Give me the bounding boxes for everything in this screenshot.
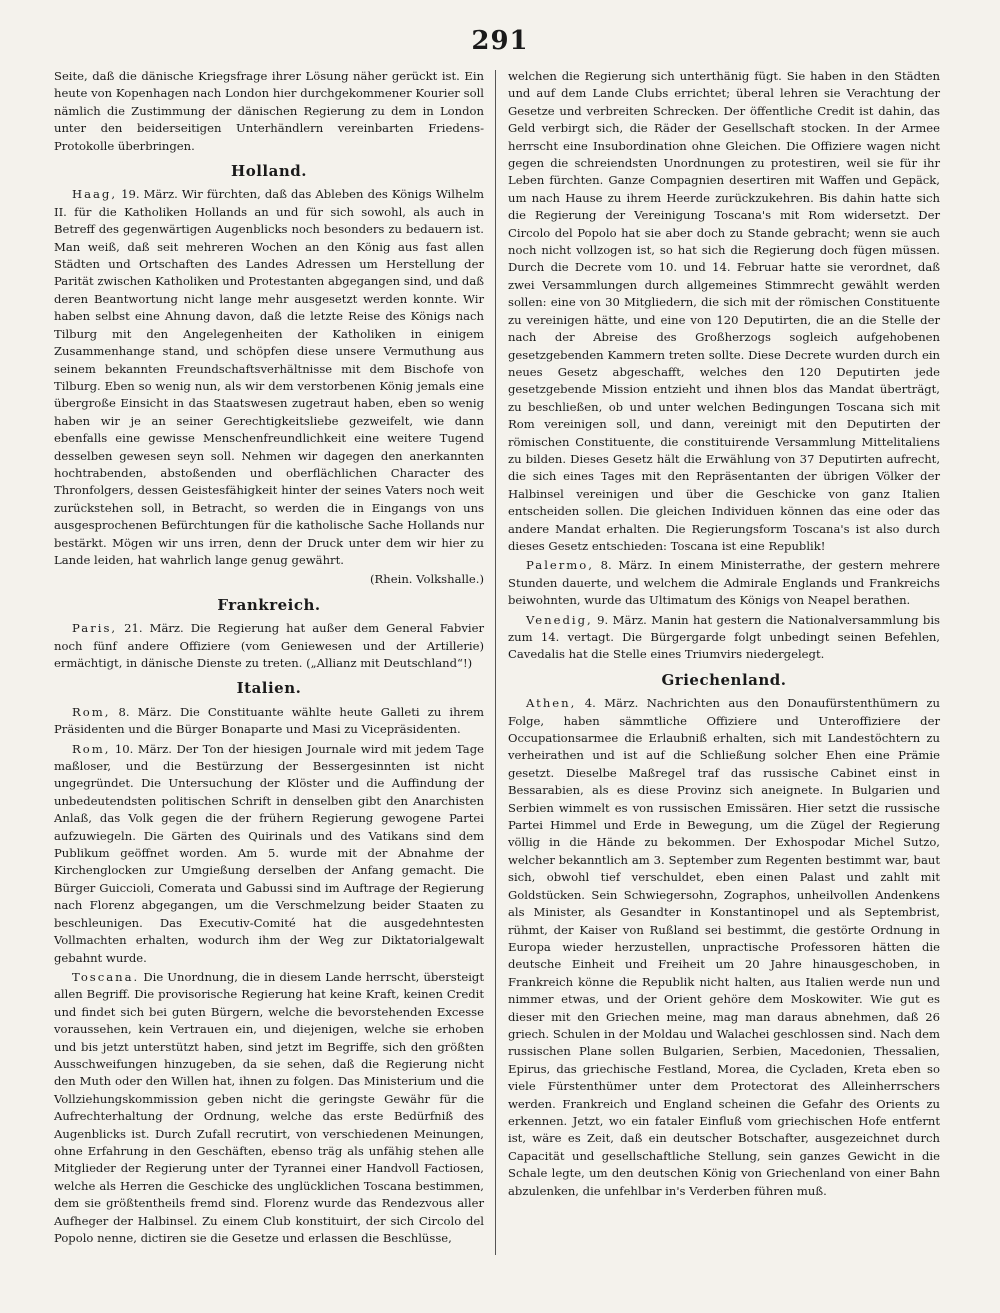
article-paris <box>54 620 484 672</box>
section-heading-italien: Italien. <box>236 679 302 698</box>
article-text: 8. März. In einem Ministerrathe, der gestern mehrere Stunden dauerte, und welchem die Admirale Englands und Frankreichs beiwohnten, wurde das Ultimatum des Königs von Neapel berathen. <box>508 558 940 608</box>
dateline-place: Paris, <box>72 621 118 636</box>
section-heading-frankreich: Frankreich. <box>217 595 321 614</box>
article-venedig <box>508 612 940 664</box>
article-toscana <box>54 969 484 1248</box>
continued-paragraph: Seite, daß die dänische Kriegsfrage ihrer Lösung näher gerückt ist. Ein heute von Kopenhagen nach London hier durchgekommener Kourier soll nämlich die Zustimmung der dänischen Regierung zu dem in London unter den beiderseitigen Unterhändlern vereinbarten Friedens-Protokolle überbringen. <box>54 69 484 153</box>
article-rom-1 <box>54 704 484 739</box>
source-attribution: (Rhein. Volkshalle.) <box>370 572 484 587</box>
article-text: 9. März. Manin hat gestern die Nationalversammlung bis zum 14. vertagt. Die Bürgergarde folgt unbedingt seinen Befehlen, Cavedalis hat die Stelle eines Triumvirs niedergelegt. <box>508 612 940 662</box>
dateline-place: Rom, <box>72 741 111 756</box>
section-heading-holland: Holland. <box>231 162 307 181</box>
dateline-place: Palermo, <box>526 558 594 573</box>
dateline-place: Toscana. <box>72 969 140 984</box>
article-text: 10. März. Der Ton der hiesigen Journale wird mit jedem Tage maßloser, und die Bestürzung der Bessergesinnten ist nicht ungegründet. Die Untersuchung der Klöster und die Auffindung der unbedeutendsten politischen Schrift in denselben gibt den Anarchisten Anlaß, das Volk gegen die der frühern Regierung gewogene Partei aufzuwiegeln. Die Gärten des Quirinals und des Vatikans sind dem Publikum geöffnet worden. Am 5. wurde mit der Abnahme der Kirchenglocken zur Umgießung derselben der Anfang gemacht. Die Bürger Guiccioli, Comerata und Gabussi sind im Auftrage der Regierung nach Florenz abgegangen, um die Verschmelzung beider Staaten zu beschleunigen. Das Executiv-Comité hat die ausgedehntesten Vollmachten erhalten, wodurch ihm der Weg zur Diktatorialgewalt gebahnt wurde. <box>54 741 484 965</box>
article-palermo <box>508 557 940 609</box>
article-rom-2 <box>54 741 484 967</box>
article-text: 21. März. Die Regierung hat außer dem General Fabvier noch fünf andere Offiziere (vom Geniewesen und der Artillerie) ermächtigt, in dänische Dienste zu treten. („Allianz mit Deutschland“!) <box>54 621 485 670</box>
column-divider <box>495 70 496 1255</box>
section-heading-griechenland: Griechenland. <box>661 670 787 689</box>
right-column <box>508 68 940 1202</box>
article-haag <box>54 186 484 569</box>
dateline-place: Venedig, <box>526 612 593 627</box>
article-text: Die Unordnung, die in diesem Lande herrscht, übersteigt allen Begriff. Die provisorische Regierung hat keine Kraft, keinen Credit und findet sich bei guten Bürgern, welche die bevorstehenden Excesse voraussehen, kein Vertrauen ein, und diejenigen, welche sie erhoben und bis jetzt unterstützt haben, sind jetzt im Begriffe, sich den größten Ausschweifungen hinzugeben, da sie sehen, daß die Regierung nicht den Muth oder den Willen hat, ihnen zu folgen. Das Ministerium und die Vollziehungskommission geben nicht die geringste Gewähr für die Aufrechterhaltung der Ordnung, welche das erste Bedürfniß des Augenblicks ist. Durch Zufall recrutirt, von verschiedenen Meinungen, ohne Erfahrung in den Geschäften, ebenso träg als unfähig stehen alle Mitglieder der Regierung unter der Tyrannei einer Handvoll Factiosen, welche als Herren die Geschicke des unglücklichen Toscana bestimmen, dem sie größtentheils fremd sind. Florenz wurde das Rendezvous aller Aufheger der Halbinsel. Zu einem Club konstituirt, der sich Circolo del Popolo nenne, dictiren sie die Gesetze und erlassen die Beschlüsse, <box>54 969 485 1245</box>
page-number: 291 <box>471 26 529 56</box>
article-text: 8. März. Die Constituante wählte heute Galleti zu ihrem Präsidenten und die Bürger Bonaparte und Masi zu Vicepräsidenten. <box>54 704 484 737</box>
dateline-place: Athen, <box>526 696 577 711</box>
continued-paragraph: welchen die Regierung sich unterthänig fügt. Sie haben in den Städten und auf dem Lande Clubs errichtet; überal lehren sie Verachtung der Gesetze und verbreiten Schrecken. Der öffentliche Credit ist dahin, das Geld verbirgt sich, die Räder der Gesellschaft stocken. In der Armee herrscht eine Insubordination ohne Gleichen. Die Offiziere wagen nicht gegen die schreiendsten Unordnungen zu protestiren, weil sie für ihr Leben fürchten. Ganze Compagnien desertiren mit Waffen und Gepäck, um nach Hause zu ihrem Heerde zurückzukehren. Bis dahin hatte sich die Regierung der Vereinigung Toscana's mit Rom widersetzt. Der Circolo del Popolo hat sie aber doch zu Stande gebracht; wenn sie auch noch nicht vollzogen ist, so hat sich die Regierung doch fügen müssen. Durch die Decrete vom 10. und 14. Februar hatte sie verordnet, daß zwei Versammlungen durch allgemeines Stimmrecht gewählt werden sollen: eine von 30 Mitgliedern, die sich mit der römischen Constituente zu vereinigen hätte, und eine von 120 Deputirten, die an die Stelle der nach der Abreise des Großherzogs sogleich aufgehobenen gesetzgebenden Kammern treten sollte. Diese Decrete wurden durch ein neues Gesetz abgeschafft, welches den 120 Deputirten jede gesetzgebende Mission entzieht und ihnen blos das Mandat überträgt, zu beschließen, ob und unter welchen Bedingungen Toscana sich mit Rom vereinigen soll, und dann, vereinigt mit den Deputirten der römischen Constituente, die constituirende Versammlung Mittelitaliens zu bilden. Dieses Gesetz hält die Erwählung von 37 Deputirten aufrecht, die sich eines Tages mit den Repräsentanten der übrigen Völker der Halbinsel vereinigen und über die Geschicke von ganz Italien entscheiden sollen. Die gleichen Individuen können das eine oder das andere Mandat erhalten. Die Regierungsform Toscana's ist also durch dieses Gesetz entschieden: Toscana ist eine Republik! <box>508 69 940 553</box>
left-column <box>54 68 484 1249</box>
article-text: 4. März. Nachrichten aus den Donaufürstenthümern zu Folge, haben sämmtliche Offiziere und Unteroffiziere der Occupationsarmee die Erlaubniß erhalten, sich mit Landestöchtern zu verheirathen und ist auf die Schließung solcher Ehen eine Prämie gesetzt. Dieselbe Maßregel traf das russische Cabinet einst in Bessarabien, als es diese Provinz sich aneignete. In Bulgarien und Serbien wimmelt es von russischen Emissären. Hier setzt die russische Partei Himmel und Erde in Bewegung, um die Zügel der Regierung völlig in die Hände zu bekommen. Der Exhospodar Michel Sutzo, welcher bekanntlich am 3. September zum Regenten bestimmt war, baut sich, obwohl tief verschuldet, eben einen Palast und zahlt mit Goldstücken. Sein Schwiegersohn, Zographos, unheilvollen Andenkens als Minister, als Gesandter in Konstantinopel und als Septembrist, rühmt, der Kaiser von Rußland sei bestimmt, die gestörte Ordnung in Europa wieder herzustellen, unpractische Professoren hätten die deutsche Einheit und Freiheit um 20 Jahre hinausgeschoben, in Frankreich könne die Republik nicht halten, aus Italien werde nun und nimmer etwas, und der Orient gehöre dem Moskowiter. Wie gut es dieser mit den Griechen meine, mag man daraus abnehmen, daß 26 griech. Schulen in der Moldau und Walachei geschlossen sind. Nach dem russischen Plane sollen Bulgarien, Serbien, Macedonien, Thessalien, Epirus, das griechische Festland, Morea, die Cycladen, Kreta eben so viele Fürstenthümer unter dem Protectorat des Alleinherrschers werden. Frankreich und England scheinen die Gefahr des Orients zu erkennen. Jetzt, wo ein fataler Einfluß vom griechischen Hofe entfernt ist, wäre es Zeit, daß ein deutscher Botschafter, ausgezeichnet durch Capacität und gesellschaftliche Stellung, sein ganzes Gewicht in die Schale legte, um den deutschen König von Griechenland von einer Bahn abzulenken, die unfehlbar in's Verderben führen muß. <box>508 696 940 1198</box>
dateline-place: Rom, <box>72 704 111 719</box>
article-text: 19. März. Wir fürchten, daß das Ableben des Königs Wilhelm II. für die Katholiken Hollands an und für sich sowohl, als auch in Betreff des gegenwärtigen Augenblicks noch besonders zu bedauern ist. Man weiß, daß seit mehreren Wochen an den König aus fast allen Städten und Ortschaften des Landes Adressen um Herstellung der Parität zwischen Katholiken und Protestanten abgegangen sind, und daß deren Beantwortung nicht lange mehr ausgesetzt werden konnte. Wir haben selbst eine Ahnung davon, daß die letzte Reise des Königs nach Tilburg mit den Angelegenheiten der Katholiken in einigem Zusammenhange stand, und schöpfen diese unsere Vermuthung aus seinem bekannten Freundschaftsverhältnisse mit dem Bischofe von Tilburg. Eben so wenig nun, als wir dem verstorbenen König jemals eine übergroße Einsicht in das Staatswesen zugetraut haben, eben so wenig haben wir je an seiner Gerechtigkeitsliebe gezweifelt, wie dann ebenfalls eine gewisse Menschenfreundlichkeit eine weitere Tugend desselben gewesen seyn soll. Nehmen wir dagegen den anerkannten hochtrabenden, abstoßenden und oberflächlichen Character des Thronfolgers, dessen Geistesfähigkeit hinter der seines Vaters noch weit zurückstehen soll, in Betracht, so werden die in Eingangs von uns ausgesprochenen Befürchtungen für die katholische Sache Hollands nur bestärkt. Mögen wir uns irren, denn der Druck unter dem wir hier zu Lande leiden, hat wahrlich lange genug gewährt. <box>54 187 484 567</box>
article-athen <box>508 695 940 1200</box>
dateline-place: Haag, <box>72 187 118 202</box>
